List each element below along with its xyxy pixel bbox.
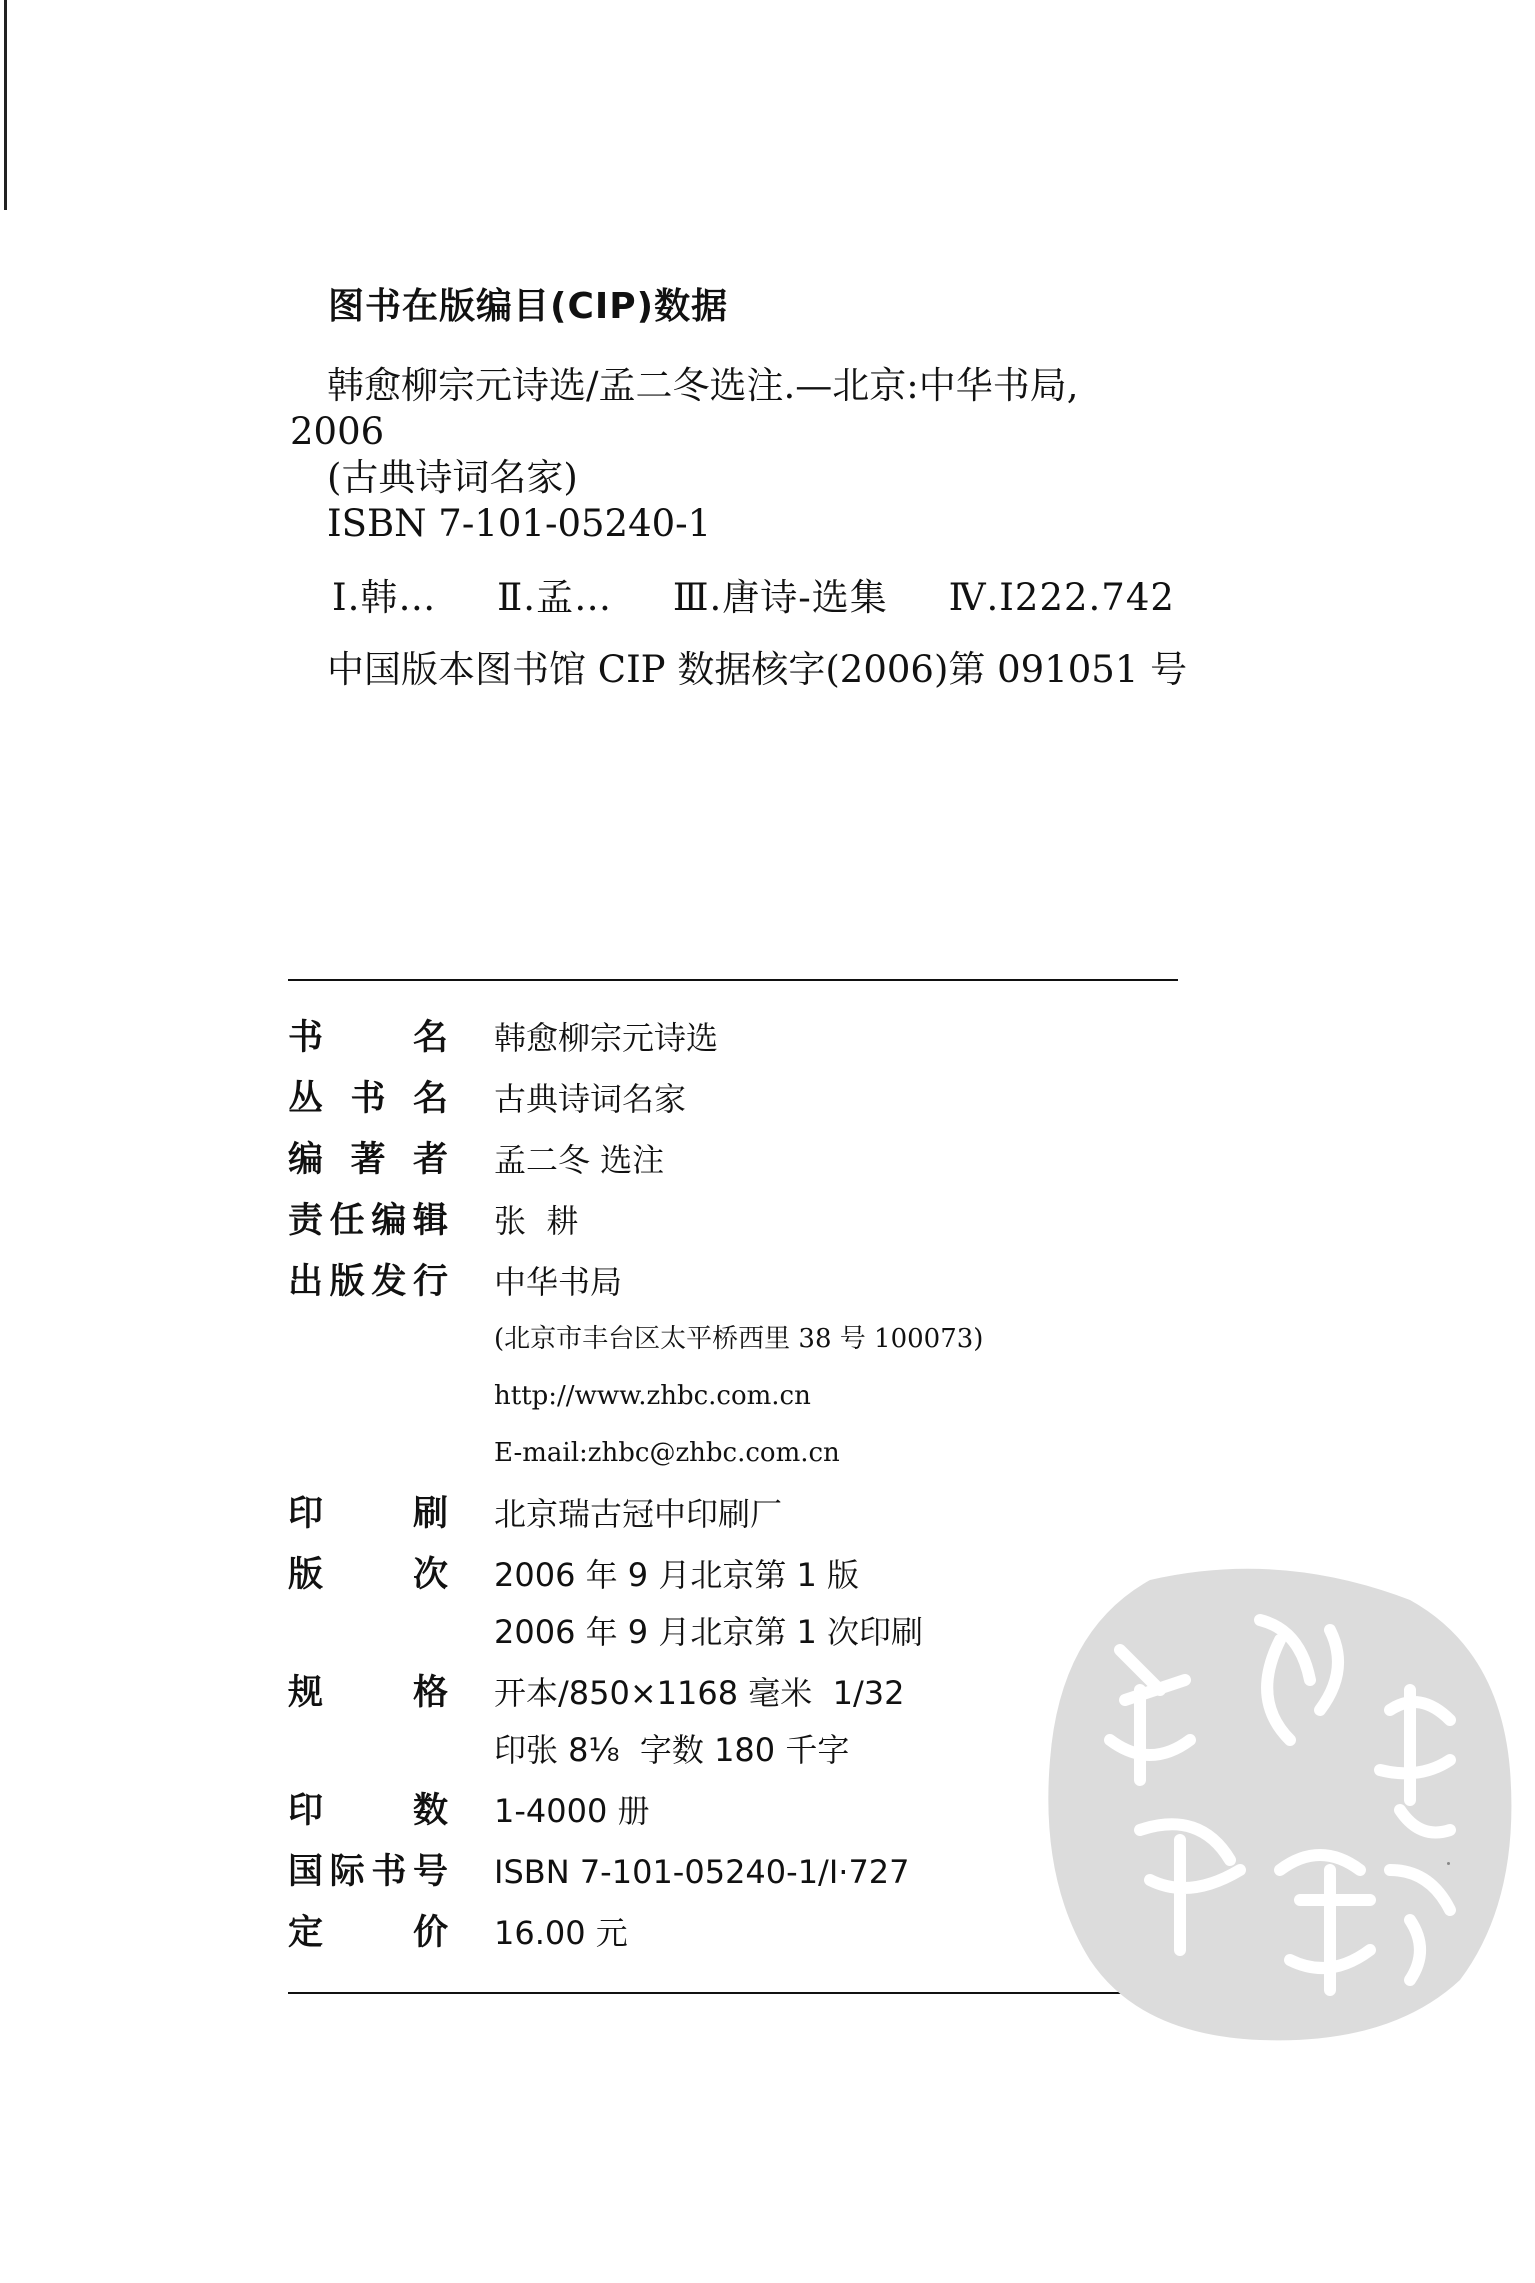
cip-classification: [332, 575, 1290, 621]
colophon-row-series: [288, 1079, 1188, 1119]
publisher-website: http://www.zhbc.com.cn: [494, 1381, 811, 1411]
colophon-row-responsible-editor: [288, 1201, 1188, 1241]
row-label: 规 格: [288, 1673, 448, 1713]
row-label: 丛 书 名: [288, 1079, 448, 1119]
cip-block: [290, 278, 1290, 693]
publisher-address: (北京市丰台区太平桥西里 38 号 100073): [494, 1324, 984, 1354]
responsible-editor-value: 张 耕: [494, 1202, 579, 1240]
colophon-row-publisher: [288, 1262, 1188, 1473]
cip-year: 2006: [290, 410, 385, 453]
colophon-row-book-title: [288, 1018, 1188, 1058]
format-value: [494, 1673, 905, 1770]
publisher-value: [494, 1262, 983, 1473]
cip-title: 图书在版编目(CIP)数据: [328, 286, 729, 327]
cip-class-item: Ⅰ.韩…: [332, 576, 437, 619]
row-label: 印 数: [288, 1791, 448, 1831]
cip-isbn: ISBN 7-101-05240-1: [327, 502, 712, 545]
row-label: 编 著 者: [288, 1140, 448, 1180]
isbn-value: ISBN 7-101-05240-1/I·727: [494, 1853, 910, 1891]
printing-text: 2006 年 9 月北京第 1 次印刷: [494, 1613, 924, 1651]
row-label: 版 次: [288, 1555, 448, 1595]
cip-series: (古典诗词名家): [327, 456, 578, 499]
row-label: 书 名: [288, 1018, 448, 1058]
book-title-value: 韩愈柳宗元诗选: [494, 1019, 719, 1057]
row-label: 出 版 发 行: [288, 1262, 448, 1302]
seal-watermark: [1030, 1540, 1530, 2050]
editor-value: 孟二冬 选注: [494, 1141, 665, 1179]
speck: [1447, 1862, 1450, 1865]
printer-value: 北京瑞古冠中印刷厂: [494, 1495, 783, 1533]
colophon-row-editor: [288, 1140, 1188, 1180]
seal-icon: [1030, 1540, 1530, 2050]
cip-class-item: Ⅳ.I222.742: [948, 576, 1175, 619]
cip-description: 韩愈柳宗元诗选/孟二冬选注.—北京:中华书局,: [327, 364, 1079, 407]
format-text: 开本/850×1168 毫米 1/32: [494, 1674, 905, 1712]
cip-record-number: 中国版本图书馆 CIP 数据核字(2006)第 091051 号: [327, 648, 1188, 691]
row-label: 国 际 书 号: [288, 1852, 448, 1892]
sheets-text: 印张 8⅛ 字数 180 千字: [494, 1731, 850, 1769]
series-value: 古典诗词名家: [494, 1080, 687, 1118]
row-label: 定 价: [288, 1913, 448, 1953]
price-value: 16.00 元: [494, 1914, 628, 1952]
publisher-name: 中华书局: [494, 1263, 623, 1301]
page-edge-line: [4, 0, 7, 210]
cip-class-item: Ⅱ.孟…: [497, 576, 613, 619]
colophon-row-printer: [288, 1494, 1188, 1534]
row-label: 责 任 编 辑: [288, 1201, 448, 1241]
publisher-email: E-mail:zhbc@zhbc.com.cn: [494, 1438, 840, 1468]
row-label: 印 刷: [288, 1494, 448, 1534]
print-run-value: 1-4000 册: [494, 1792, 650, 1830]
edition-value: [494, 1555, 923, 1652]
edition-text: 2006 年 9 月北京第 1 版: [494, 1556, 860, 1594]
cip-class-item: Ⅲ.唐诗-选集: [672, 576, 888, 619]
colophon-top-rule: [288, 979, 1178, 981]
